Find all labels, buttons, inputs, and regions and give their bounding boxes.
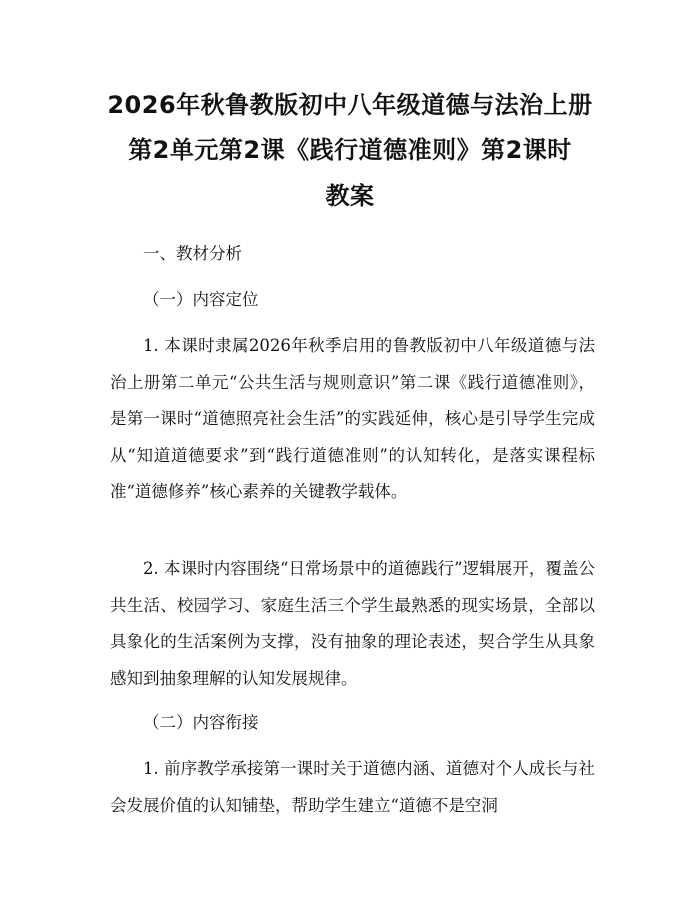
paragraph-2: 2. 本课时内容围绕“日常场景中的道德践行”逻辑展开，覆盖公共生活、校园学习、家庭生活三个学生最熟悉的现实场景，全部以具象化的生活案例为支撑，没有抽象的理论表述，契合学生从具象感知到抽象理解的认知发展规律。 <box>110 559 595 688</box>
subsection-heading-1: （一）内容定位 <box>143 290 259 309</box>
paragraph-1: 1. 本课时隶属2026年秋季启用的鲁教版初中八年级道德与法治上册第二单元“公共生活与规则意识”第二课《践行道德准则》，是第一课时“道德照亮社会生活”的实践延伸，核心是引导学生完成从“知道道德要求”到“践行道德准则”的认知转化，是落实课程标准“道德修养”核心素养的关键教学载体。 <box>110 336 595 502</box>
document-title-line-1: 2026年秋鲁教版初中八年级道德与法治上册 <box>107 91 593 119</box>
paragraph-3: 1. 前序教学承接第一课时关于道德内涵、道德对个人成长与社会发展价值的认知铺垫，帮助学生建立“道德不是空洞 <box>110 759 595 815</box>
document-title-line-3: 教案 <box>325 182 375 210</box>
section-heading-1: 一、教材分析 <box>143 244 242 263</box>
document-title-line-2: 第2单元第2课《践行道德准则》第2课时 <box>128 136 572 164</box>
subsection-heading-2: （二）内容衔接 <box>143 713 259 732</box>
